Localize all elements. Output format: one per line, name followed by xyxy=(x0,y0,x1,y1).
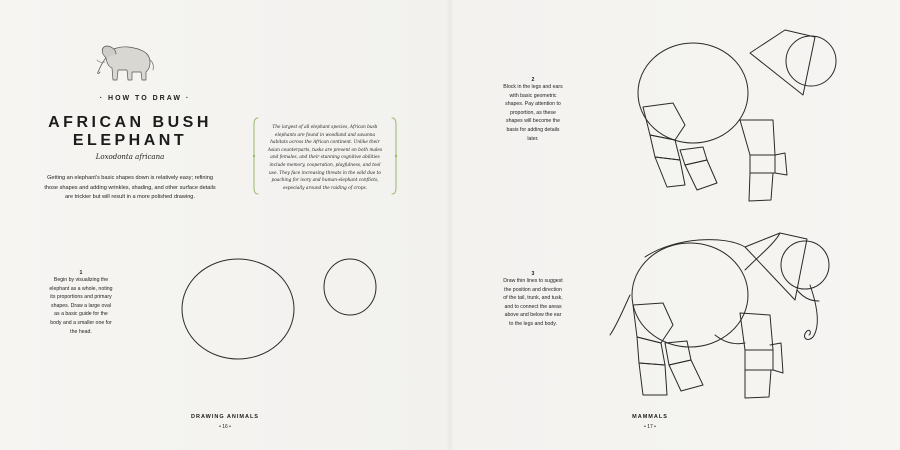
page-title xyxy=(30,114,230,150)
step-3-text: Draw thin lines to suggest the position and direction of the tail, trunk, and tusk, and to connect the areas above and below the ear to the legs and body. xyxy=(503,278,563,327)
step-2-drawing xyxy=(625,25,845,210)
step-1-drawing xyxy=(175,250,390,370)
how-to-draw-label: · HOW TO DRAW · xyxy=(99,95,191,102)
page-number-left-value: 16 xyxy=(222,424,228,430)
elephant-vignette-illustration xyxy=(92,40,162,85)
step-2-number: 2 xyxy=(531,77,535,83)
step-3-drawing xyxy=(595,225,840,405)
page-number-right: • 17 • xyxy=(644,424,656,430)
footer-right: MAMMALS xyxy=(632,414,668,420)
step-1-text: Begin by visualizing the elephant as a whole, noting its proportions and primary shapes. Draw a large oval as a basic guide for the body and a smaller one for the head. xyxy=(49,277,113,335)
head-circle xyxy=(786,36,836,86)
latin-name: Loxodonta africana xyxy=(95,153,165,161)
step-3-number: 3 xyxy=(531,271,535,277)
body-oval xyxy=(638,43,748,143)
tusk-line xyxy=(797,290,819,301)
step-1-number: 1 xyxy=(79,270,83,276)
page-number-right-value: 17 xyxy=(647,424,653,430)
ear-shape xyxy=(745,233,807,300)
title-line-2: ELEPHANT xyxy=(72,132,188,149)
page-number-left: • 16 • xyxy=(219,424,231,430)
intro-paragraph: Getting an elephant's basic shapes down is relatively easy; refining those shapes and adding wrinkles, shading, and other surface details are trickier but will result in a more polished drawing. xyxy=(44,175,216,200)
title-line-1: AFRICAN BUSH xyxy=(48,114,212,131)
body-oval xyxy=(182,259,294,359)
head-oval xyxy=(324,259,376,315)
ear-shape xyxy=(750,30,815,95)
footer-left: DRAWING ANIMALS xyxy=(191,414,259,420)
step-3 xyxy=(502,271,564,329)
tail-line xyxy=(610,295,630,335)
trunk-line xyxy=(805,285,818,339)
step-1 xyxy=(48,270,114,336)
body-oval xyxy=(632,243,748,347)
hind-leg-upper xyxy=(740,120,775,155)
step-2 xyxy=(502,77,564,143)
front-leg-upper xyxy=(643,103,685,140)
note-text: The largest of all elephant species, African bush elephants are found in woodland and savanna habitats across the African continent. Unlike their Asian counterparts, tusks are present on both males and females, and their stunning cognitive abilities include memory, cooperation, playfulness, and tool use. They face increasing threats in the wild due to poaching for ivory and human-elephant conflicts, especially around the raiding of crops. xyxy=(267,125,383,191)
step-2-text: Block in the legs and ears with basic geometric shapes. Pay attention to proportion, as these shapes will become the basis for adding details later. xyxy=(503,84,563,142)
